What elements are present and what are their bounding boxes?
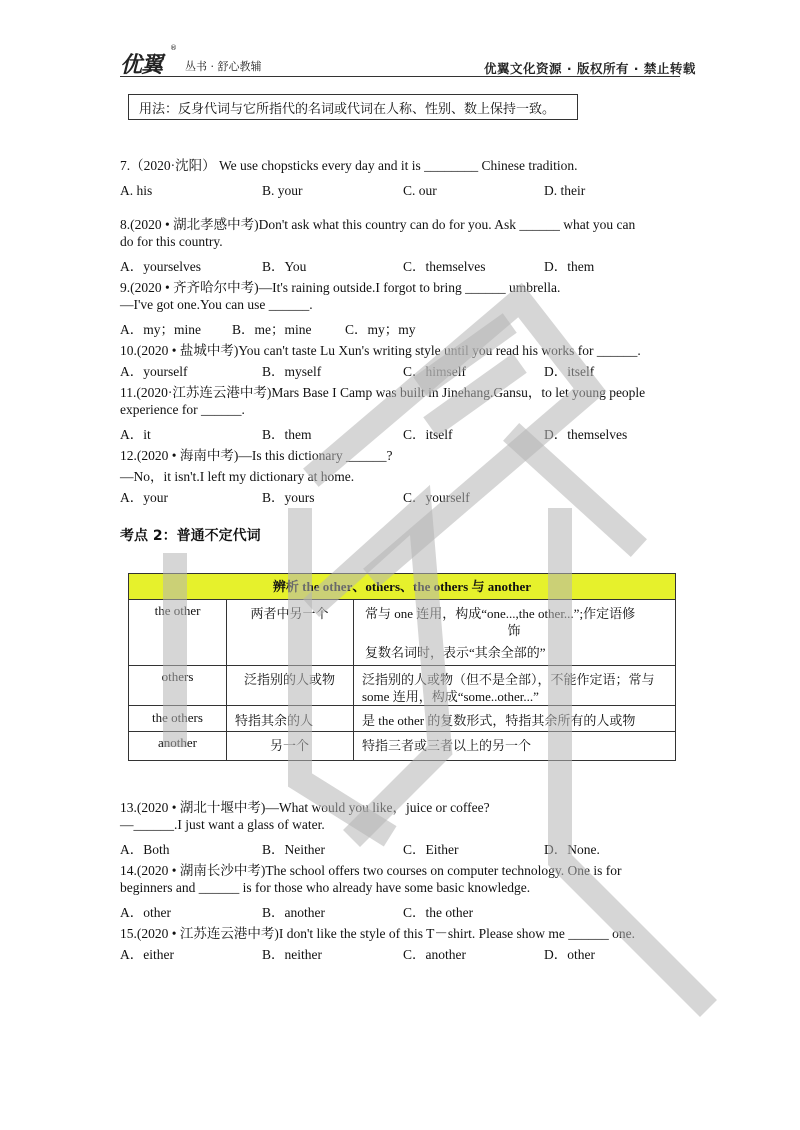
q12-option-a: A．your [120, 490, 168, 505]
q9-option-a: A．my；mine [120, 322, 201, 337]
question-11-stem-line2: experience for ______. [120, 402, 245, 417]
table-row-2-term: others [161, 669, 194, 684]
q7-option-a: A. his [120, 183, 153, 198]
q11-option-b: B．them [262, 427, 312, 442]
table-row-divider [129, 731, 675, 732]
table-row-4-usage: 特指三者或三者以上的另一个 [362, 738, 532, 753]
q15-option-a: A．either [120, 947, 174, 962]
q10-option-c: C．himself [403, 364, 466, 379]
question-11-stem-line1: 11.(2020·江苏连云港中考)Mars Base I Camp was built in Jinehang.Gansu，to let young people [120, 385, 646, 400]
question-13-stem-line2: —______.I just want a glass of water. [120, 817, 325, 832]
q7-option-c: C. our [403, 183, 437, 198]
q10-option-d: D．itself [544, 364, 595, 379]
table-row-1-term: the other [154, 603, 201, 618]
q13-option-a: A．Both [120, 842, 170, 857]
table-header: 辨析 the other、others、the others 与 another [129, 574, 675, 600]
q13-option-c: C．Either [403, 842, 459, 857]
question-7-stem: 7.（2020·沈阳） We use chopsticks every day and it is ________ Chinese tradition. [120, 158, 578, 173]
question-9-stem-line1: 9.(2020 • 齐齐哈尔中考)—It's raining outside.I forgot to bring ______ umbrella. [120, 280, 561, 295]
q10-option-a: A．yourself [120, 364, 188, 379]
copyright-notice: 优翼文化资源 · 版权所有 · 禁止转载 [484, 61, 696, 76]
q11-option-d: D．themselves [544, 427, 628, 442]
q7-option-b: B. your [262, 183, 303, 198]
section-title: 考点 2：普通不定代词 [120, 528, 261, 544]
table-row-3-usage: 是 the other 的复数形式，特指其余所有的人或物 [362, 713, 636, 728]
question-15-stem: 15.(2020 • 江苏连云港中考)I don't like the style of this T－shirt. Please show me ______ one. [120, 926, 635, 941]
question-13-stem-line1: 13.(2020 • 湖北十堰中考)—What would you like，juice or coffee? [120, 800, 490, 815]
table-row-1-usage-line2: 饰 [507, 623, 521, 638]
question-12-stem-line1: 12.(2020 • 海南中考)—Is this dictionary ______? [120, 448, 393, 463]
question-10-stem: 10.(2020 • 盐城中考)You can't taste Lu Xun's writing style until you read his works for ______. [120, 343, 641, 358]
q8-option-a: A．yourselves [120, 259, 201, 274]
table-row-1-meaning: 两者中另一个 [250, 606, 329, 621]
question-8-stem-line2: do for this country. [120, 234, 223, 249]
brand-logo: 优翼 [120, 53, 163, 78]
table-row-4-meaning: 另一个 [269, 738, 309, 753]
q12-option-b: B．yours [262, 490, 315, 505]
header-divider [120, 76, 680, 77]
usage-note-box [128, 94, 578, 120]
q11-option-a: A．it [120, 427, 151, 442]
registered-mark: ® [170, 44, 177, 52]
table-row-divider [129, 665, 675, 666]
comparison-table [128, 573, 676, 761]
q8-option-d: D．them [544, 259, 595, 274]
table-row-divider [129, 705, 675, 706]
q10-option-b: B．myself [262, 364, 322, 379]
question-14-stem-line1: 14.(2020 • 湖南长沙中考)The school offers two courses on computer technology. One is for [120, 863, 622, 878]
question-14-stem-line2: beginners and ______ is for those who already have some basic knowledge. [120, 880, 531, 895]
brand-tagline: 丛书 · 舒心教辅 [185, 60, 262, 73]
q11-option-c: C．itself [403, 427, 453, 442]
question-12-stem-line2: —No，it isn't.I left my dictionary at home. [120, 469, 355, 484]
q15-option-d: D．other [544, 947, 595, 962]
q15-option-c: C．another [403, 947, 466, 962]
table-row-3-term: the others [152, 710, 203, 725]
q9-option-c: C．my；my [345, 322, 416, 337]
table-row-2-meaning: 泛指别的人或物 [243, 672, 335, 687]
table-row-3-meaning: 特指其余的人 [235, 713, 314, 728]
question-8-stem-line1: 8.(2020 • 湖北孝感中考)Don't ask what this country can do for you. Ask ______ what you can [120, 217, 636, 232]
q8-option-b: B．You [262, 259, 307, 274]
q14-option-a: A．other [120, 905, 171, 920]
q15-option-b: B．neither [262, 947, 322, 962]
table-row-2-usage-line2: some 连用，构成“some..other...” [362, 689, 539, 704]
q12-option-c: C．yourself [403, 490, 470, 505]
q9-option-b: B．me；mine [232, 322, 312, 337]
q14-option-b: B．another [262, 905, 325, 920]
q7-option-d: D. their [544, 183, 586, 198]
q14-option-c: C．the other [403, 905, 474, 920]
q8-option-c: C．themselves [403, 259, 486, 274]
usage-note-text: 用法：反身代词与它所指代的名词或代词在人称、性别、数上保持一致。 [139, 101, 556, 116]
table-row-4-term: another [158, 735, 197, 750]
question-9-stem-line2: —I've got one.You can use ______. [120, 297, 313, 312]
table-row-2-usage-line1: 泛指别的人或物（但不是全部），不能作定语；常与 [362, 672, 655, 687]
q13-option-d: D．None. [544, 842, 600, 857]
table-row-1-usage-line1: 常与 one 连用，构成“one...,the other...”;作定语修 [365, 606, 636, 621]
table-row-1-usage-line3: 复数名词时，表示“其余全部的” [365, 645, 546, 660]
q13-option-b: B．Neither [262, 842, 325, 857]
